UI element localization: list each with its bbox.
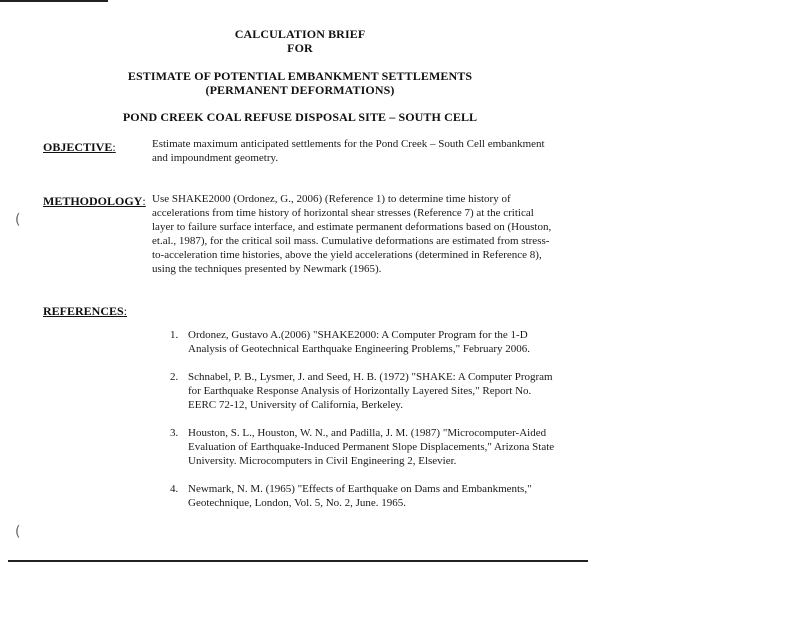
methodology-label-text: METHODOLOGY xyxy=(43,194,143,208)
reference-number: 3. xyxy=(170,427,179,439)
methodology-colon: : xyxy=(142,194,146,208)
title-line-1: CALCULATION BRIEF xyxy=(234,27,366,41)
top-rule xyxy=(0,0,108,2)
reference-item xyxy=(170,426,560,468)
objective-label xyxy=(43,140,116,154)
methodology-label xyxy=(43,194,146,208)
reference-item xyxy=(170,482,560,510)
reference-text: Newmark, N. M. (1965) "Effects of Earthquake on Dams and Embankments," Geotechnique, London, Vol. 5, No. 2, June. 1965. xyxy=(188,483,532,509)
reference-number: 1. xyxy=(170,329,179,341)
reference-number: 4. xyxy=(170,483,179,495)
reference-list xyxy=(170,328,560,524)
references-colon: : xyxy=(123,304,128,318)
references-label xyxy=(43,304,127,318)
title-line-3: ESTIMATE OF POTENTIAL EMBANKMENT SETTLEMENTS xyxy=(127,69,473,83)
margin-mark: ( xyxy=(15,212,21,228)
reference-text: Schnabel, P. B., Lysmer, J. and Seed, H. B. (1972) "SHAKE: A Computer Program for Earthquake Response Analysis of Horizontally Layered Sites," Report No. EERC 72-12, University of California, Berkeley. xyxy=(188,371,553,411)
title-line-4: (PERMANENT DEFORMATIONS) xyxy=(205,83,395,97)
objective-colon: : xyxy=(112,140,116,154)
objective-label-text: OBJECTIVE xyxy=(43,140,113,154)
methodology-text: Use SHAKE2000 (Ordonez, G., 2006) (Reference 1) to determine time history of accelerations from time history of horizontal shear stresses (Reference 7) at the critical layer to failure surface interface, and estimate permanent deformations based on (Houston, et.al., 1987), for the critical soil mass. Cumulative deformations are estimated from stress-to-acceleration time histories, above the yield accelerations (determined in Reference 8), using the techniques presented by Newmark (1965). xyxy=(152,193,552,275)
margin-mark: ( xyxy=(15,524,21,540)
objective-text: Estimate maximum anticipated settlements for the Pond Creek – South Cell embankment and impoundment geometry. xyxy=(152,138,545,164)
reference-item xyxy=(170,328,560,356)
title-line-2: FOR xyxy=(287,41,313,55)
reference-text: Houston, S. L., Houston, W. N., and Padilla, J. M. (1987) "Microcomputer-Aided Evaluation of Earthquake-Induced Permanent Slope Displacements," Arizona State University. Microcomputers in Civil Engineering 2, Elsevier. xyxy=(188,427,555,467)
references-label-text: REFERENCES xyxy=(43,304,124,318)
reference-item xyxy=(170,370,560,412)
bottom-rule xyxy=(8,560,588,562)
site-title: POND CREEK COAL REFUSE DISPOSAL SITE – SOUTH CELL xyxy=(122,110,478,124)
reference-number: 2. xyxy=(170,371,179,383)
reference-text: Ordonez, Gustavo A.(2006) "SHAKE2000: A Computer Program for the 1-D Analysis of Geotechnical Earthquake Engineering Problems," February 2006. xyxy=(188,329,531,355)
